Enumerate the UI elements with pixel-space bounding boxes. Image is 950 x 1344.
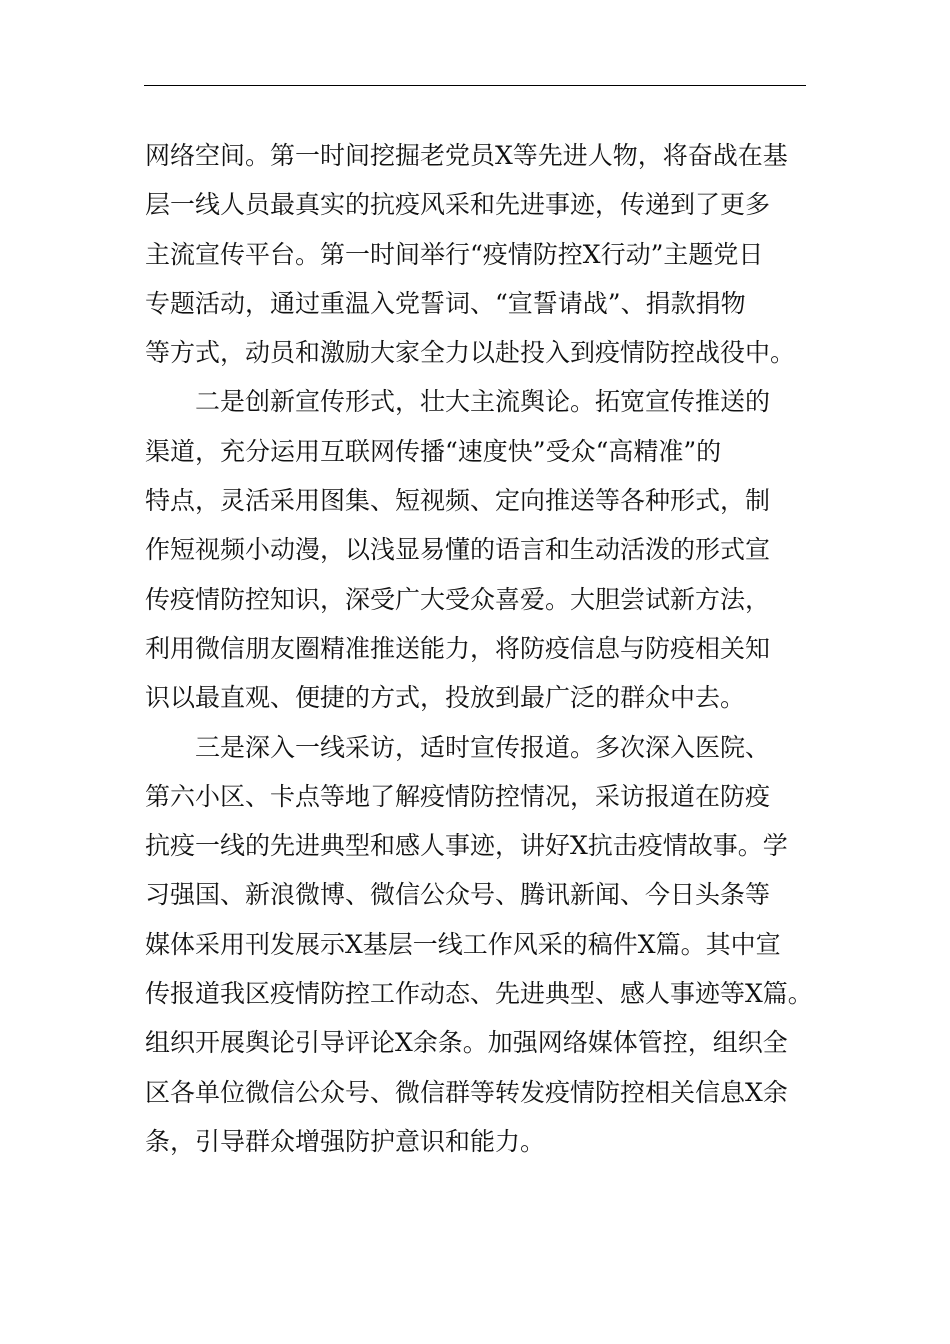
text-line: 媒体采用刊发展示X基层一线工作风采的稿件X篇。其中宣: [145, 929, 781, 959]
text-line: 作短视频小动漫，以浅显易懂的语言和生动活泼的形式宣: [145, 535, 771, 565]
text-line: 等方式，动员和激励大家全力以赴投入到疫情防控战役中。: [145, 338, 796, 368]
text-line: 抗疫一线的先进典型和感人事迹，讲好X抗击疫情故事。学: [145, 831, 788, 861]
text-line: 专题活动，通过重温入党誓词、“宣誓请战”、捐款捐物: [145, 288, 746, 318]
text-line: 条，引导群众增强防护意识和能力。: [145, 1126, 546, 1156]
text-line: 主流宣传平台。第一时间举行“疫情防控X行动”主题党日: [145, 239, 764, 269]
text-line: 习强国、新浪微博、微信公众号、腾讯新闻、今日头条等: [145, 880, 771, 910]
text-line: 传报道我区疫情防控工作动态、先进典型、感人事迹等X篇。: [145, 979, 813, 1009]
text-line: 层一线人员最真实的抗疫风采和先进事迹，传递到了更多: [145, 190, 771, 220]
text-line: 利用微信朋友圈精准推送能力，将防疫信息与防疫相关知: [145, 633, 771, 663]
text-line: 二是创新宣传形式，壮大主流舆论。拓宽宣传推送的: [145, 387, 771, 417]
text-line: 传疫情防控知识，深受广大受众喜爱。大胆尝试新方法，: [145, 584, 771, 614]
text-line: 组织开展舆论引导评论X余条。加强网络媒体管控，组织全: [145, 1028, 788, 1058]
text-line: 渠道，充分运用互联网传播“速度快”受众“高精准”的: [145, 436, 722, 466]
header-rule: [144, 85, 806, 86]
text-line: 网络空间。第一时间挖掘老党员X等先进人物，将奋战在基: [145, 141, 788, 170]
document-body: [145, 131, 815, 1166]
text-line: 识以最直观、便捷的方式，投放到最广泛的群众中去。: [145, 683, 746, 713]
text-line: 特点，灵活采用图集、短视频、定向推送等各种形式，制: [145, 486, 771, 516]
text-line: 三是深入一线采访，适时宣传报道。多次深入医院、: [145, 732, 771, 762]
text-line: 区各单位微信公众号、微信群等转发疫情防控相关信息X余: [145, 1077, 788, 1107]
text-line: 第六小区、卡点等地了解疫情防控情况，采访报道在防疫: [145, 781, 771, 811]
